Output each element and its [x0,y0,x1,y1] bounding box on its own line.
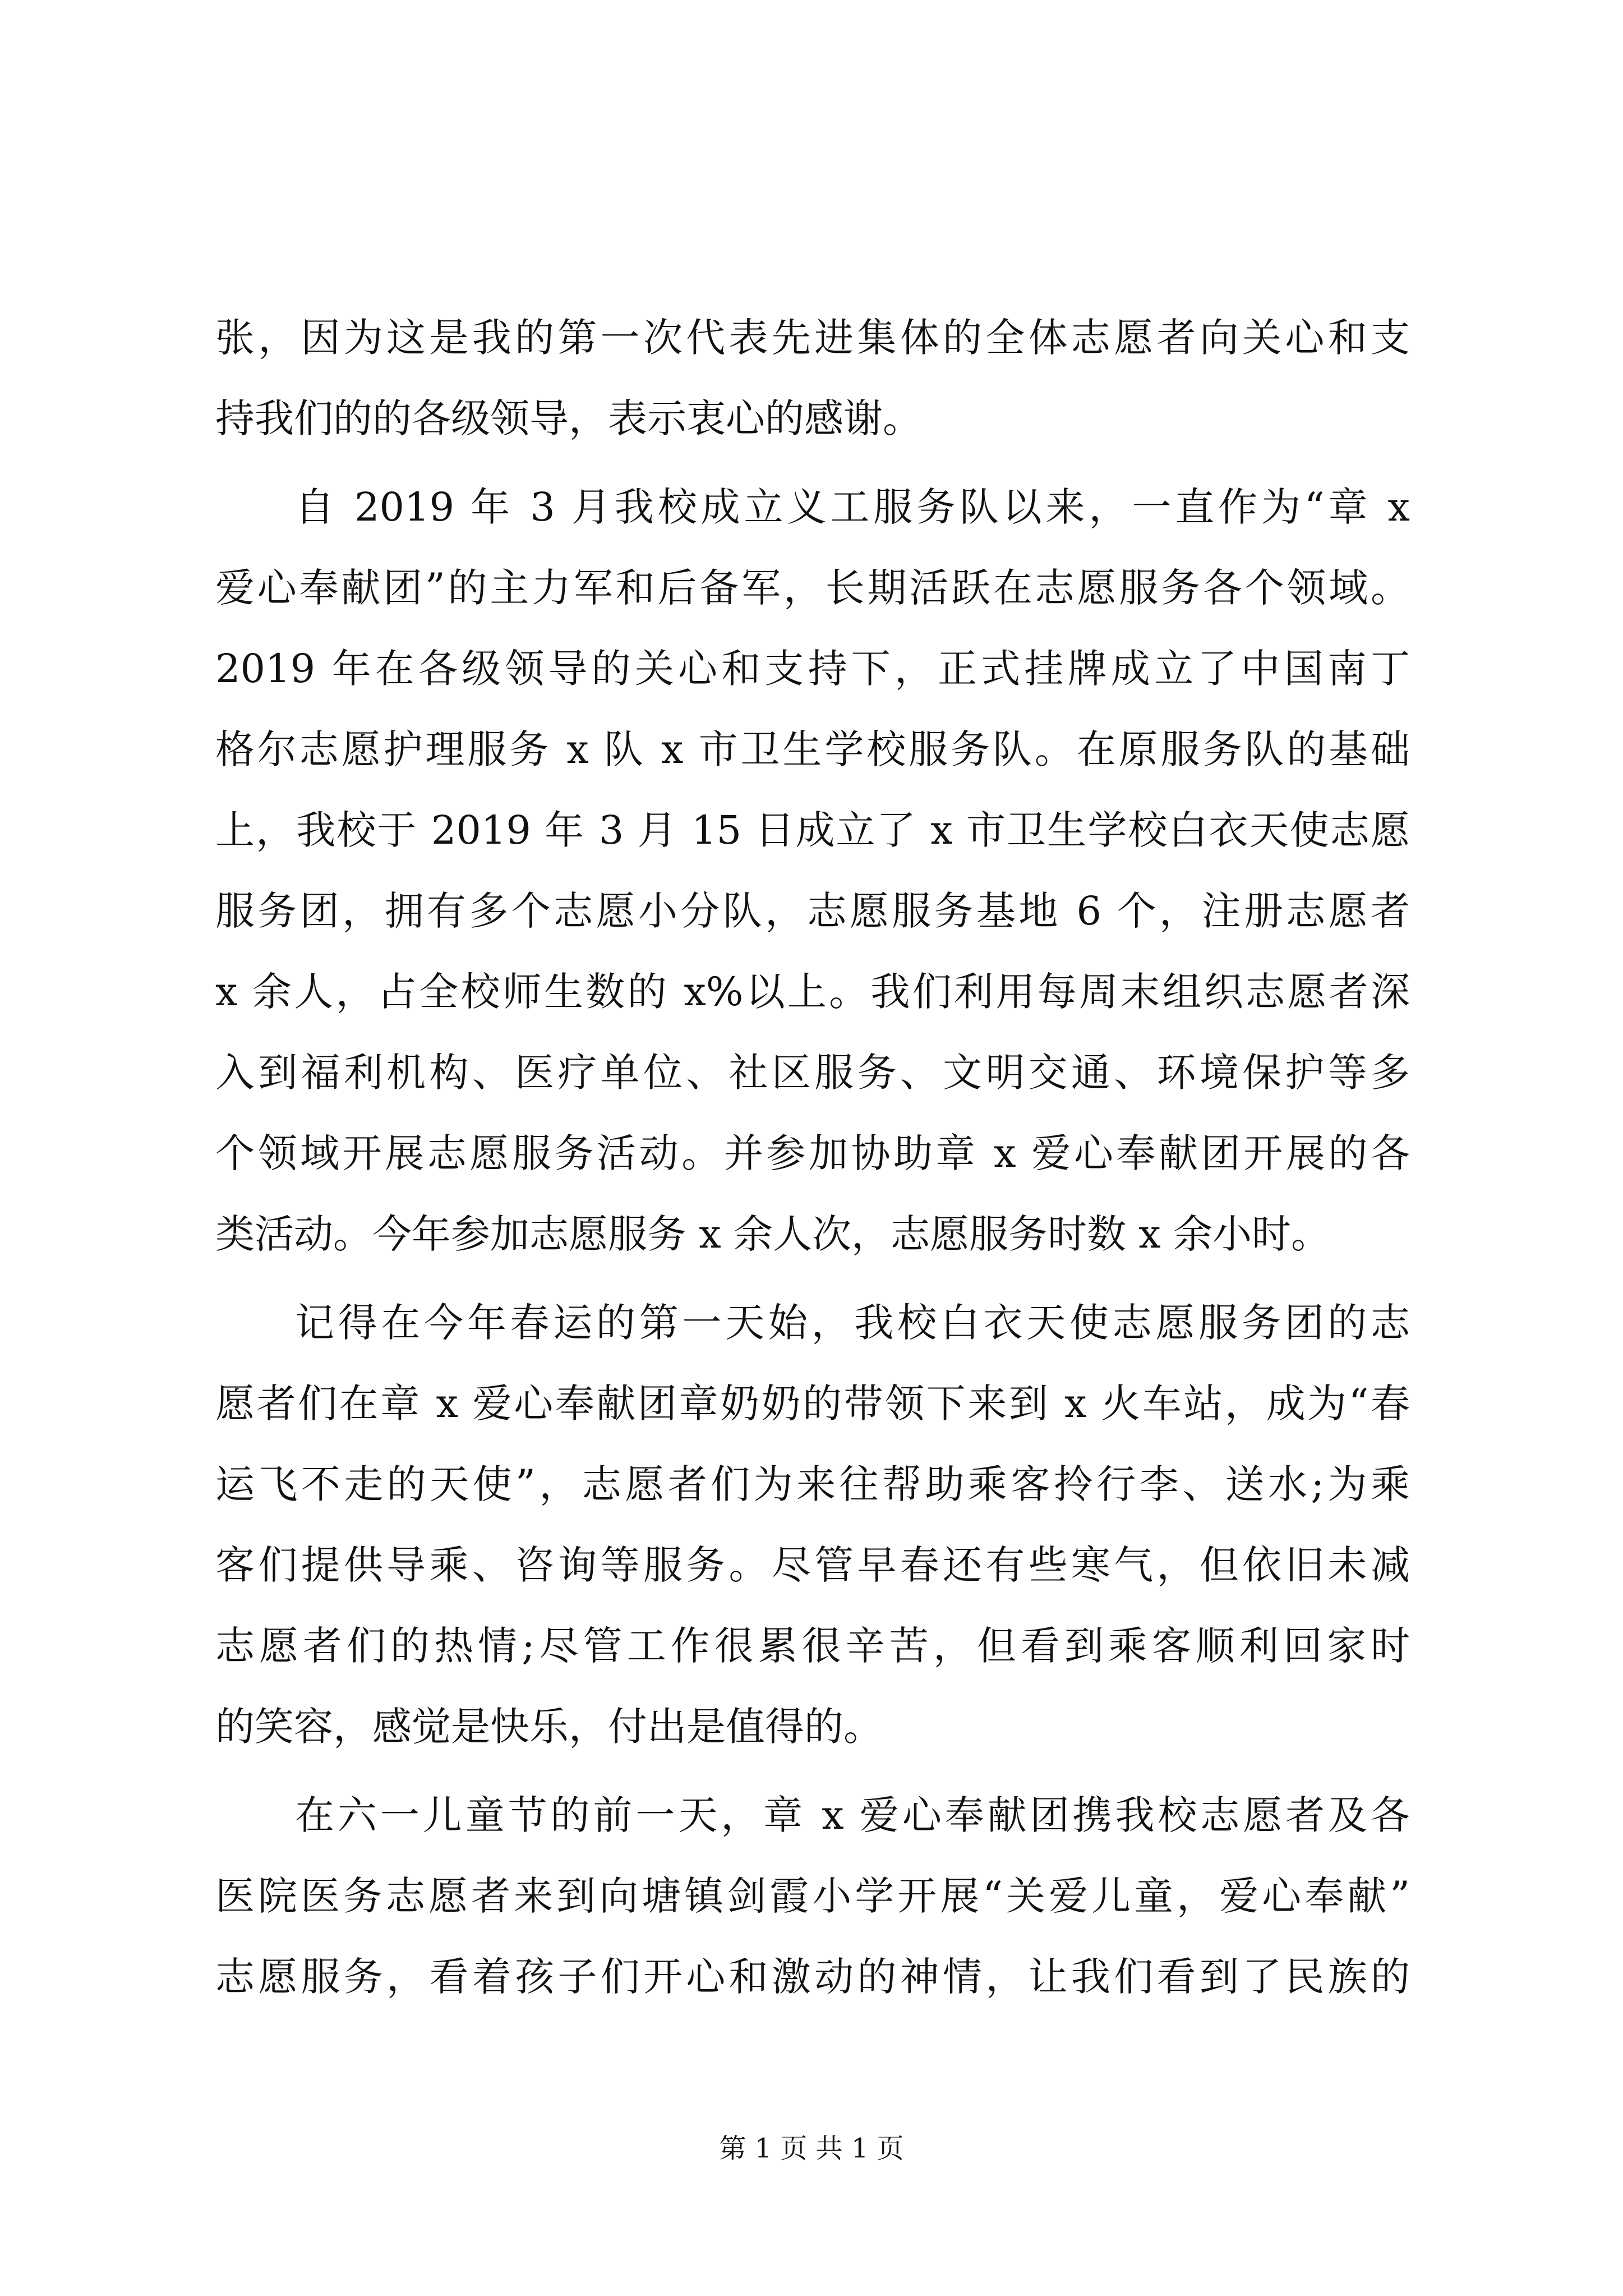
text-line: 张，因为这是我的第一次代表先进集体的全体志愿者向关心和支 [215,315,1410,361]
paragraph [215,1775,1410,2017]
document-body [215,297,1410,2017]
text-line: 入到福利机构、医疗单位、社区服务、文明交通、环境保护等多 [215,1050,1410,1096]
text-line: 格尔志愿护理服务 x 队 x 市卫生学校服务队。在原服务队的基础 [215,726,1410,772]
page-footer [0,2132,1623,2165]
text-line: 类活动。今年参加志愿服务 x 余人次，志愿服务时数 x 余小时。 [215,1211,1330,1257]
text-line: 个领域开展志愿服务活动。并参加协助章 x 爱心奉献团开展的各 [215,1130,1410,1176]
text-line: 运飞不走的天使”，志愿者们为来往帮助乘客拎行李、送水;为乘 [215,1461,1410,1507]
text-line: 持我们的的各级领导，表示衷心的感谢。 [215,395,922,441]
text-line: 自 2019 年 3 月我校成立义工服务队以来，一直作为“章 x [295,484,1410,530]
paragraph [215,297,1410,459]
text-line: 2019 年在各级领导的关心和支持下，正式挂牌成立了中国南丁 [215,646,1410,692]
text-line: 服务团，拥有多个志愿小分队，志愿服务基地 6 个，注册志愿者 [215,888,1410,934]
text-line: 医院医务志愿者来到向塘镇剑霞小学开展“关爱儿童，爱心奉献” [215,1873,1410,1919]
page-number-label: 第 1 页 共 1 页 [719,2133,904,2164]
text-line: 上，我校于 2019 年 3 月 15 日成立了 x 市卫生学校白衣天使志愿 [215,807,1410,853]
text-line: 客们提供导乘、咨询等服务。尽管早春还有些寒气，但依旧未减 [215,1542,1410,1588]
text-line: 的笑容，感觉是快乐，付出是值得的。 [215,1704,883,1750]
text-line: 在六一儿童节的前一天，章 x 爱心奉献团携我校志愿者及各 [295,1792,1410,1838]
text-line: 爱心奉献团”的主力军和后备军，长期活跃在志愿服务各个领域。 [215,565,1410,611]
text-line: 愿者们在章 x 爱心奉献团章奶奶的带领下来到 x 火车站，成为“春 [215,1381,1410,1427]
text-line: 志愿服务，看着孩子们开心和激动的神情，让我们看到了民族的 [215,1954,1410,2000]
text-line: 记得在今年春运的第一天始，我校白衣天使志愿服务团的志 [295,1300,1410,1346]
paragraph [215,467,1410,1274]
paragraph [215,1282,1410,1767]
text-line: x 余人，占全校师生数的 x%以上。我们利用每周末组织志愿者深 [215,969,1410,1015]
text-line: 志愿者们的热情;尽管工作很累很辛苦，但看到乘客顺利回家时 [215,1623,1410,1669]
